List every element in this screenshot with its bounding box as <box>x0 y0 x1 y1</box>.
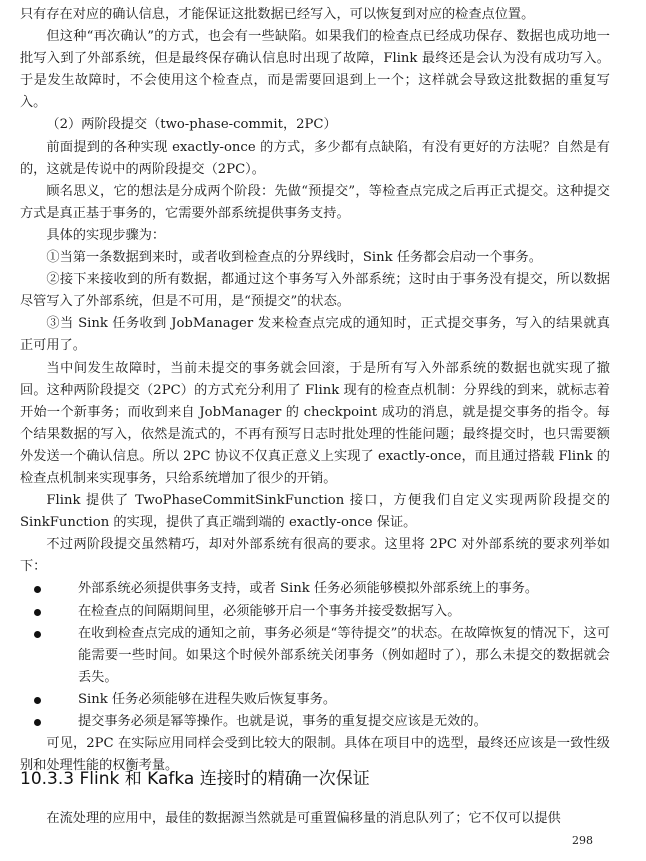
page-number: 298 <box>572 834 593 847</box>
list-item-text: 在检查点的间隔期间里，必须能够开启一个事务并接受数据写入。 <box>78 603 461 619</box>
list-item-text: 提交事务必须是幂等操作。也就是说，事务的重复提交应该是无效的。 <box>78 714 487 729</box>
bullet-icon <box>34 631 41 638</box>
step-item: ①当第一条数据到来时，或者收到检查点的分界线时，Sink 任务都会启动一个事务。 <box>46 250 542 266</box>
bullet-icon <box>34 609 41 616</box>
requirements-list <box>20 578 610 733</box>
paragraph: 可见，2PC 在实际应用同样会受到比较大的限制。具体在项目中的选型，最终还应该是一致性级别和处理性能的权衡考量。 <box>20 736 610 774</box>
paragraph: 只有存在对应的确认信息，才能保证这批数据已经写入，可以恢复到对应的检查点位置。 <box>20 7 535 22</box>
list-item-text: 在收到检查点完成的通知之前，事务必须是“等待提交”的状态。在故障恢复的情况下，这可能需要一些时间。如果这个时候外部系统关闭事务（例如超时了），那么未提交的数据就会丢失。 <box>78 625 610 685</box>
paragraph: 在流处理的应用中，最佳的数据源当然就是可重置偏移量的消息队列了；它不仅可以提供 <box>46 811 561 826</box>
list-item <box>20 711 610 733</box>
paragraph: 具体的实现步骤为： <box>46 227 166 243</box>
paragraph: 前面提到的各种实现 exactly-once 的方式，多少都有点缺陷，有没有更好的方法呢？自然是有的，这就是传说中的两阶段提交（2PC）。 <box>20 139 610 177</box>
section-heading: 10.3.3 Flink 和 Kafka 连接时的精确一次保证 <box>20 769 370 789</box>
bullet-icon <box>34 719 41 726</box>
bullet-icon <box>34 586 41 593</box>
paragraph: 不过两阶段提交虽然精巧，却对外部系统有很高的要求。这里将 2PC 对外部系统的要求列举如下： <box>20 537 610 575</box>
paragraph: Flink 提供了 TwoPhaseCommitSinkFunction 接口，方便我们自定义实现两阶段提交的 SinkFunction 的实现，提供了真正端到端的 exactly-once 保证。 <box>20 493 610 531</box>
paragraph: 但这种“再次确认”的方式，也会有一些缺陷。如果我们的检查点已经成功保存、数据也成功地一批写入到了外部系统，但是最终保存确认信息时出现了故障，Flink 最终还是会认为没有成功写入。于是发生故障时，不会使用这个检查点，而是需要回退到上一个；这样就会导致这批数据的重复写入。 <box>20 29 610 111</box>
list-item <box>20 623 610 689</box>
list-item <box>20 601 610 623</box>
list-item <box>20 578 610 600</box>
body-text <box>20 4 610 777</box>
bullet-icon <box>34 697 41 704</box>
list-item-text: 外部系统必须提供事务支持，或者 Sink 任务必须能够模拟外部系统上的事务。 <box>78 581 539 597</box>
subsection-title: （2）两阶段提交（two-phase-commit，2PC） <box>46 117 337 133</box>
paragraph: 当中间发生故障时，当前未提交的事务就会回滚，于是所有写入外部系统的数据也就实现了撤回。这种两阶段提交（2PC）的方式充分利用了 Flink 现有的检查点机制：分界线的到来，就标志着开始一个新事务；而收到来自 JobManager 的 checkpoint 成功的消息，就是提交事务的指令。每个结果数据的写入，依然是流式的，不再有预写日志时批处理的性能问题；最终提交时，也只需要额外发送一个确认信息。所以 2PC 协议不仅真正意义上实现了 exactly-once，而且通过搭载 Flink 的检查点机制来实现事务，只给系统增加了很少的开销。 <box>20 360 610 486</box>
list-item <box>20 689 610 711</box>
step-item: ③当 Sink 任务收到 JobManager 发来检查点完成的通知时，正式提交事务，写入的结果就真正可用了。 <box>20 316 610 354</box>
list-item-text: Sink 任务必须能够在进程失败后恢复事务。 <box>78 691 337 707</box>
step-item: ②接下来接收到的所有数据，都通过这个事务写入外部系统；这时由于事务没有提交，所以数据尽管写入了外部系统，但是不可用，是“预提交”的状态。 <box>20 272 610 310</box>
paragraph: 顾名思义，它的想法是分成两个阶段：先做“预提交”，等检查点完成之后再正式提交。这种提交方式是真正基于事务的，它需要外部系统提供事务支持。 <box>20 183 610 221</box>
